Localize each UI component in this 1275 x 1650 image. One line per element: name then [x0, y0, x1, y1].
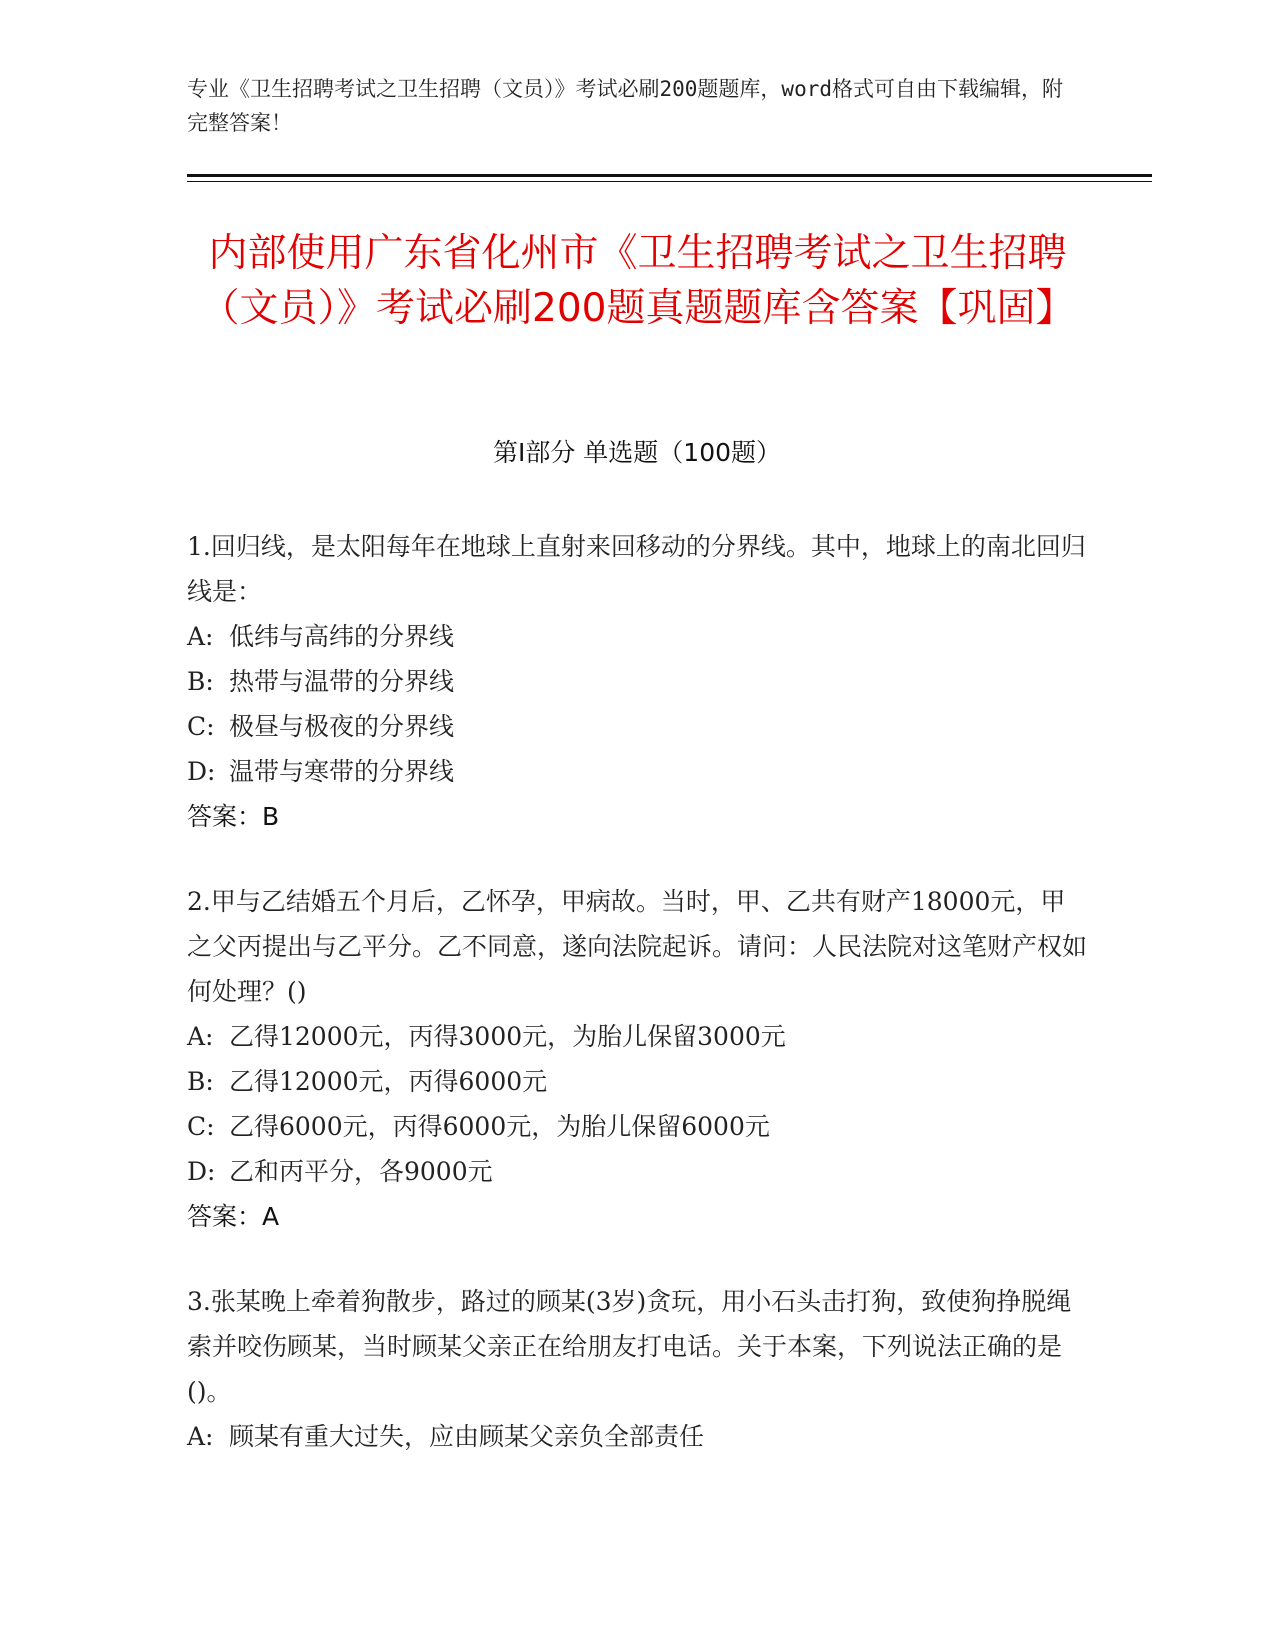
question-2: [187, 879, 1087, 1239]
option-a: [187, 1014, 1087, 1059]
document-title: 内部使用广东省化州市《卫生招聘考试之卫生招聘（文员）》考试必刷200题真题题库含答案【巩固】: [200, 231, 1075, 331]
section-title: 第I部分 单选题（100题）: [492, 438, 782, 467]
answer: 答案：B: [187, 802, 280, 831]
option-letter: A:: [187, 622, 214, 651]
header-divider-thick: [187, 174, 1152, 177]
header-divider-thin: [187, 181, 1152, 182]
option-letter: C:: [187, 1112, 215, 1141]
option-letter: B:: [187, 667, 214, 696]
option-letter: B:: [187, 1067, 214, 1096]
option-text: 乙得6000元，丙得6000元，为胎儿保留6000元: [229, 1112, 770, 1141]
option-letter: C:: [187, 712, 215, 741]
option-a: [187, 614, 1087, 659]
option-text: 乙和丙平分，各9000元: [229, 1157, 493, 1186]
option-text: 热带与温带的分界线: [229, 667, 455, 696]
option-letter: A:: [187, 1022, 214, 1051]
question-stem: 2.甲与乙结婚五个月后，乙怀孕，甲病故。当时，甲、乙共有财产18000元，甲之父丙提出与乙平分。乙不同意，遂向法院起诉。请问：人民法院对这笔财产权如何处理？(): [187, 887, 1088, 1006]
option-letter: A:: [187, 1422, 214, 1451]
option-b: [187, 659, 1087, 704]
answer: 答案：A: [187, 1202, 280, 1231]
option-text: 低纬与高纬的分界线: [229, 622, 455, 651]
option-c: [187, 704, 1087, 749]
option-d: [187, 1149, 1087, 1194]
option-text: 乙得12000元，丙得3000元，为胎儿保留3000元: [229, 1022, 786, 1051]
option-letter: D:: [187, 757, 216, 786]
option-letter: D:: [187, 1157, 216, 1186]
header-note: 专业《卫生招聘考试之卫生招聘（文员）》考试必刷200题题库，word格式可自由下载编辑，附完整答案！: [187, 77, 1063, 135]
option-text: 温带与寒带的分界线: [229, 757, 455, 786]
question-stem: 1.回归线，是太阳每年在地球上直射来回移动的分界线。其中，地球上的南北回归线是：: [187, 532, 1086, 606]
option-text: 极昼与极夜的分界线: [229, 712, 455, 741]
question-1: [187, 524, 1087, 839]
option-c: [187, 1104, 1087, 1149]
option-text: 顾某有重大过失，应由顾某父亲负全部责任: [229, 1422, 705, 1451]
option-b: [187, 1059, 1087, 1104]
question-3: [187, 1279, 1087, 1459]
question-stem: 3.张某晚上牵着狗散步，路过的顾某(3岁)贪玩，用小石头击打狗，致使狗挣脱绳索并咬伤顾某，当时顾某父亲正在给朋友打电话。关于本案，下列说法正确的是()。: [187, 1287, 1072, 1406]
option-a: [187, 1414, 1087, 1459]
option-d: [187, 749, 1087, 794]
question-list: [187, 524, 1087, 1499]
option-text: 乙得12000元，丙得6000元: [229, 1067, 548, 1096]
